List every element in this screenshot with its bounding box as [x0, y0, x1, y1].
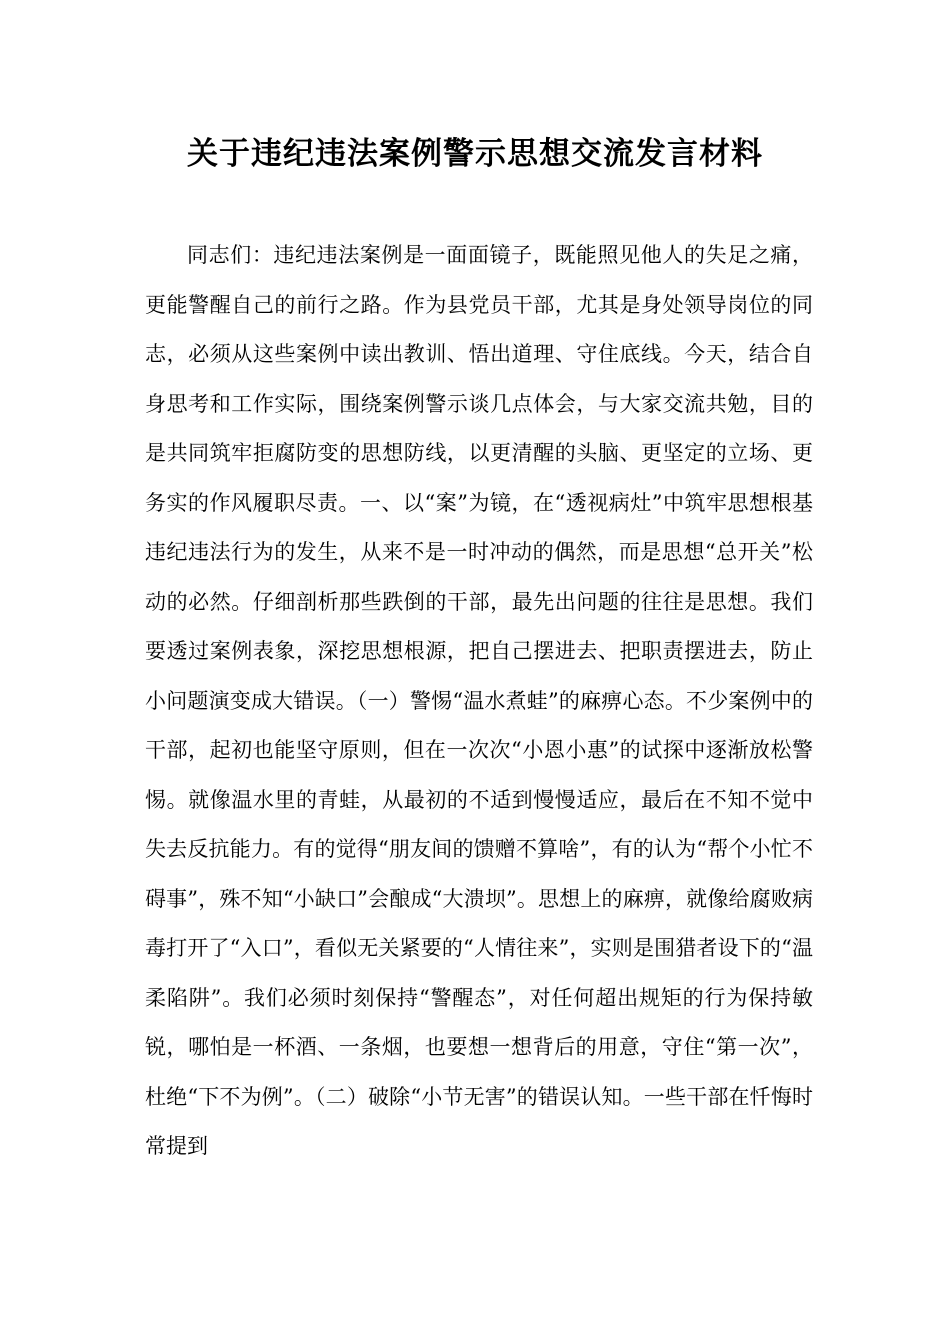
body-paragraph: 同志们：违纪违法案例是一面面镜子，既能照见他人的失足之痛，更能警醒自己的前行之路。作为县党员干部，尤其是身处领导岗位的同志，必须从这些案例中读出教训、悟出道理、守住底线。今天，结合自身思考和工作实际，围绕案例警示谈几点体会，与大家交流共勉，目的是共同筑牢拒腐防变的思想防线，以更清醒的头脑、更坚定的立场、更务实的作风履职尽责。一、以“案”为镜，在“透视病灶”中筑牢思想根基违纪违法行为的发生，从来不是一时冲动的偶然，而是思想“总开关”松动的必然。仔细剖析那些跌倒的干部，最先出问题的往往是思想。我们要透过案例表象，深挖思想根源，把自己摆进去、把职责摆进去，防止小问题演变成大错误。（一）警惕“温水煮蛙”的麻痹心态。不少案例中的干部，起初也能坚守原则，但在一次次“小恩小惠”的试探中逐渐放松警惕。就像温水里的青蛙，从最初的不适到慢慢适应，最后在不知不觉中失去反抗能力。有的觉得“朋友间的馈赠不算啥”，有的认为“帮个小忙不碍事”，殊不知“小缺口”会酿成“大溃坝”。思想上的麻痹，就像给腐败病毒打开了“入口”，看似无关紧要的“人情往来”，实则是围猎者设下的“温柔陷阱”。我们必须时刻保持“警醒态”，对任何超出规矩的行为保持敏锐，哪怕是一杯酒、一条烟，也要想一想背后的用意，守住“第一次”，杜绝“下不为例”。（二）破除“小节无害”的错误认知。一些干部在忏悔时常提到	[145, 243, 813, 1158]
document-body	[145, 231, 813, 1172]
document-title: 关于违纪违法案例警示思想交流发言材料	[187, 136, 763, 172]
